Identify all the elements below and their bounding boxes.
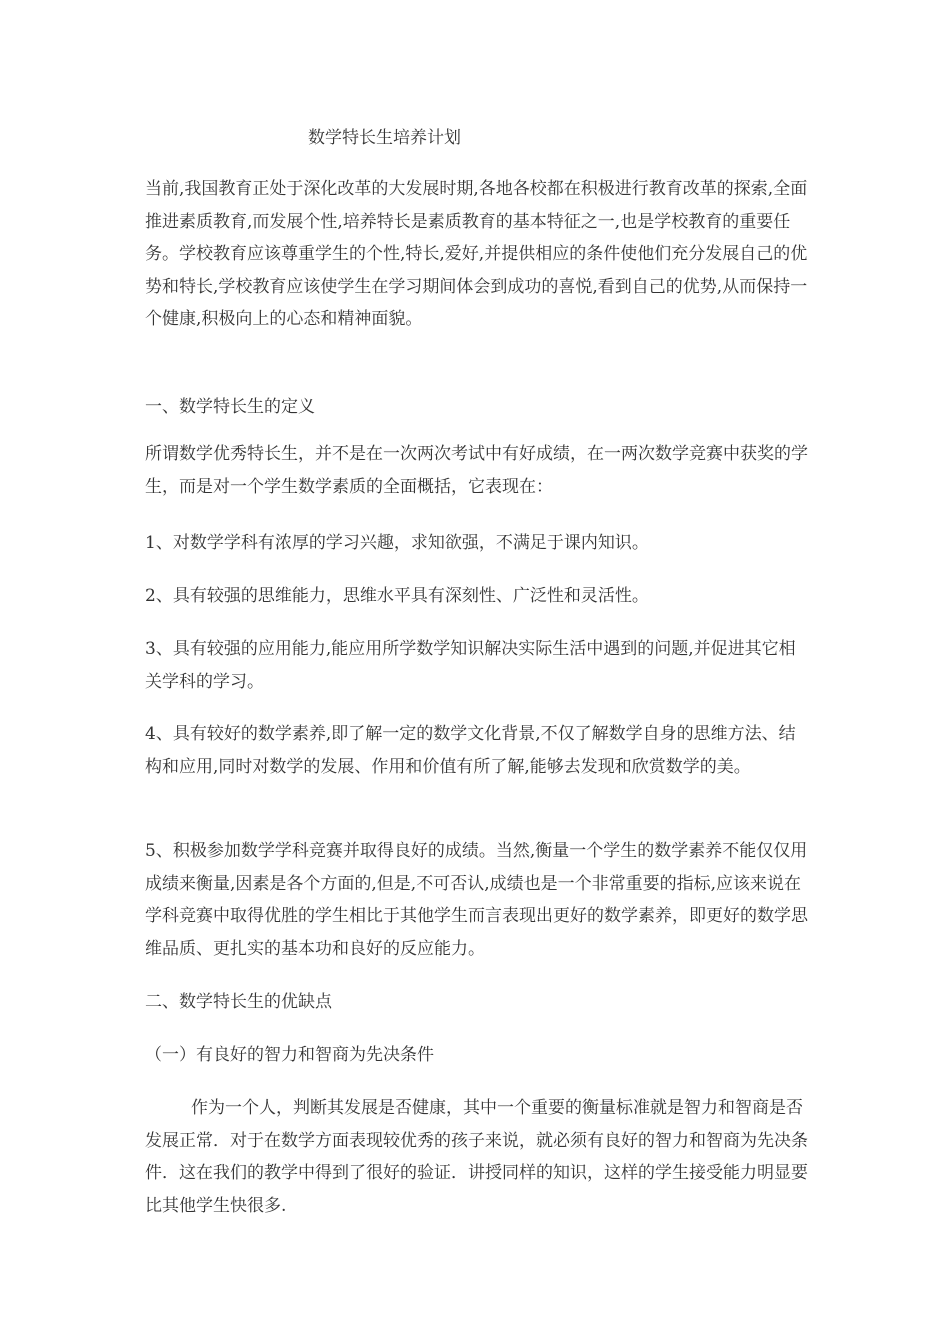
list-item-4: 4、具有较好的数学素养,即了解一定的数学文化背景,不仅了解数学自身的思维方法、结构和应用,同时对数学的发展、作用和价值有所了解,能够去发现和欣赏数学的美。 <box>145 724 796 777</box>
intelligence-paragraph: 作为一个人，判断其发展是否健康，其中一个重要的衡量标准就是智力和智商是否发展正常．对于在数学方面表现较优秀的孩子来说，就必须有良好的智力和智商为先决条件．这在我们的教学中得到了很好的验证．讲授同样的知识，这样的学生接受能力明显要比其他学生快很多. <box>145 1098 808 1216</box>
intro-paragraph: 当前,我国教育正处于深化改革的大发展时期,各地各校都在积极进行教育改革的探索,全面推进素质教育,而发展个性,培养特长是素质教育的基本特征之一,也是学校教育的重要任务。学校教育应该尊重学生的个性,特长,爱好,并提供相应的条件使他们充分发展自己的优势和特长,学校教育应该使学生在学习期间体会到成功的喜悦,看到自己的优势,从而保持一个健康,积极向上的心态和精神面貌。 <box>145 179 808 329</box>
list-item-1: 1、对数学学科有浓厚的学习兴趣，求知欲强，不满足于课内知识。 <box>145 533 649 553</box>
section-heading-definition: 一、数学特长生的定义 <box>145 397 315 417</box>
document-title: 数学特长生培养计划 <box>308 128 461 148</box>
subsection-heading-intelligence: （一）有良好的智力和智商为先决条件 <box>145 1045 434 1065</box>
section-heading-pros-cons: 二、数学特长生的优缺点 <box>145 992 332 1012</box>
list-item-3: 3、具有较强的应用能力,能应用所学数学知识解决实际生活中遇到的问题,并促进其它相关学科的学习。 <box>145 639 796 692</box>
list-item-2: 2、具有较强的思维能力，思维水平具有深刻性、广泛性和灵活性。 <box>145 586 649 606</box>
list-item-5: 5、积极参加数学学科竞赛并取得良好的成绩。当然,衡量一个学生的数学素养不能仅仅用成绩来衡量,因素是各个方面的,但是,不可否认,成绩也是一个非常重要的指标,应该来说在学科竞赛中取得优胜的学生相比于其他学生而言表现出更好的数学素养，即更好的数学思维品质、更扎实的基本功和良好的反应能力。 <box>145 841 808 959</box>
definition-paragraph: 所谓数学优秀特长生，并不是在一次两次考试中有好成绩，在一两次数学竞赛中获奖的学生，而是对一个学生数学素质的全面概括，它表现在： <box>145 444 808 497</box>
